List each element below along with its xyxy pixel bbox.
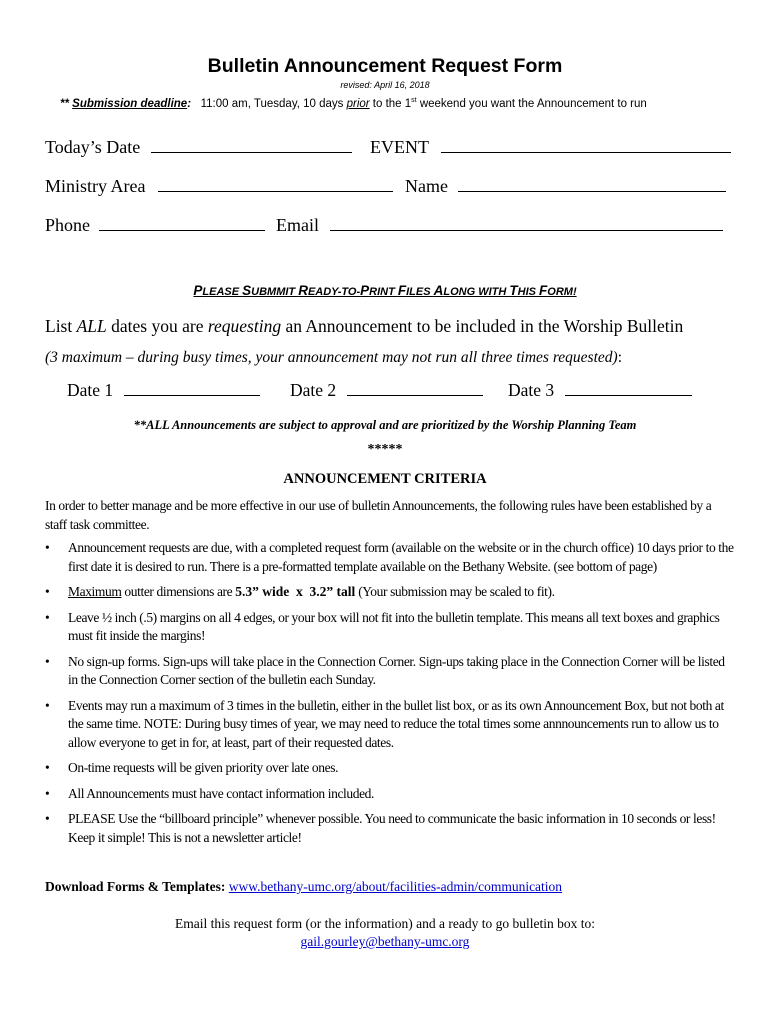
bullet-icon: •: [45, 609, 50, 625]
approval-note: **ALL Announcements are subject to approval and are prioritized by the Worship Planning Team: [133, 418, 637, 432]
bullet-icon: •: [45, 697, 50, 713]
email-field[interactable]: [276, 215, 723, 236]
email-address-line: [0, 934, 770, 950]
deadline-text-a: 11:00 am, Tuesday, 10 days: [191, 98, 347, 110]
list-item: • Announcement requests are due, with a completed request form (available on the website or in the church office) 10 days prior to the first date it is desired to run. There is a pre-formatted template available on the Bethany Website. (see bottom of page): [45, 540, 734, 574]
date2-line[interactable]: [347, 380, 483, 396]
date3-label: Date 3: [508, 380, 555, 400]
name-label: Name: [405, 176, 448, 196]
name-field[interactable]: [405, 176, 726, 197]
event-line[interactable]: [441, 137, 731, 153]
criteria-heading: ANNOUNCEMENT CRITERIA: [283, 471, 487, 487]
deadline-text-b: to the 1: [369, 98, 412, 110]
list-item: • Maximum outter dimensions are 5.3” wide x 3.2” tall (Your submission may be scaled to fit).: [45, 583, 735, 602]
bullet-icon: •: [45, 540, 50, 555]
event-field[interactable]: [370, 137, 731, 158]
date2-field[interactable]: [290, 380, 483, 401]
ministry-area-field[interactable]: [45, 176, 393, 197]
email-link[interactable]: gail.gourley@bethany-umc.org: [300, 934, 470, 949]
todays-date-field[interactable]: [45, 137, 352, 158]
list-item: • Leave ½ inch (.5) margins on all 4 edges, or your box will not fit into the bulletin template. This means all text boxes and graphics must fit inside the margins!: [45, 609, 720, 643]
revised-date: revised: April 16, 2018: [340, 80, 430, 90]
list-item: • On-time requests will be given priority over late ones.: [45, 759, 735, 778]
list-item: • No sign-up forms. Sign-ups will take place in the Connection Corner. Sign-ups taking place in the Connection Corner will be listed in the Connection Corner section of the bulletin each Sunday.: [45, 653, 725, 687]
list-item: • Events may run a maximum of 3 times in the bulletin, either in the bullet list box, or as its own Announcement Box, but not both at the same time. NOTE: During busy times of year, we may need to reduce the total times some annnouncements run to allow us to allow everyone to get in for, at least, part of their requested dates.: [45, 697, 724, 750]
download-forms-line: [45, 879, 562, 895]
deadline-text-c: weekend you want the Announcement to run: [416, 98, 647, 110]
bullet-icon: •: [45, 785, 50, 801]
bullet-icon: •: [45, 584, 50, 599]
criteria-intro: In order to better manage and be more effective in our use of bulletin Announcements, the following rules have been established by a staff task committee.: [45, 498, 712, 532]
bullet-icon: •: [45, 760, 50, 775]
deadline-superscript: st: [411, 97, 417, 104]
list-item: • PLEASE Use the “billboard principle” whenever possible. You need to communicate the basic information in 10 seconds or less! Keep it simple! This is not a newsletter article!: [45, 811, 716, 845]
phone-label: Phone: [45, 215, 90, 235]
submit-files-banner: PLEASE SUBMMIT READY-TO-PRINT FILES ALONG WITH THIS FORM!: [193, 283, 577, 298]
date1-label: Date 1: [67, 380, 114, 400]
deadline-prefix: **: [60, 98, 73, 110]
section-divider-stars: *****: [367, 442, 403, 457]
date3-line[interactable]: [565, 380, 692, 396]
criteria-list: [45, 539, 735, 854]
ministry-area-label: Ministry Area: [45, 176, 146, 196]
deadline-label: Submission deadline: [72, 98, 188, 110]
max-times-note: (3 maximum – during busy times, your announcement may not run all three times requested):: [45, 349, 622, 366]
email-label: Email: [276, 215, 319, 235]
email-line[interactable]: [330, 215, 723, 231]
bullet-icon: •: [45, 811, 50, 826]
list-dates-instruction: List ALL dates you are requesting an Announcement to be included in the Worship Bulletin: [45, 316, 684, 336]
event-label: EVENT: [370, 137, 429, 157]
date2-label: Date 2: [290, 380, 337, 400]
download-link[interactable]: www.bethany-umc.org/about/facilities-admin/communication: [228, 879, 563, 894]
todays-date-label: Today’s Date: [45, 137, 141, 157]
download-label: Download Forms & Templates:: [45, 879, 226, 894]
date1-line[interactable]: [124, 380, 260, 396]
todays-date-line[interactable]: [151, 137, 352, 153]
phone-line[interactable]: [99, 215, 265, 231]
email-instruction: Email this request form (or the information) and a ready to go bulletin box to:: [175, 916, 595, 931]
submission-deadline: [60, 98, 647, 110]
deadline-prior: prior: [346, 98, 370, 110]
name-line[interactable]: [458, 176, 726, 192]
deadline-colon: :: [187, 98, 192, 110]
bullet-icon: •: [45, 653, 50, 669]
date1-field[interactable]: [67, 380, 260, 401]
date3-field[interactable]: [508, 380, 692, 401]
phone-field[interactable]: [45, 215, 265, 236]
list-item: • All Announcements must have contact information included.: [45, 785, 735, 804]
ministry-area-line[interactable]: [158, 176, 393, 192]
form-title: Bulletin Announcement Request Form: [207, 55, 563, 77]
